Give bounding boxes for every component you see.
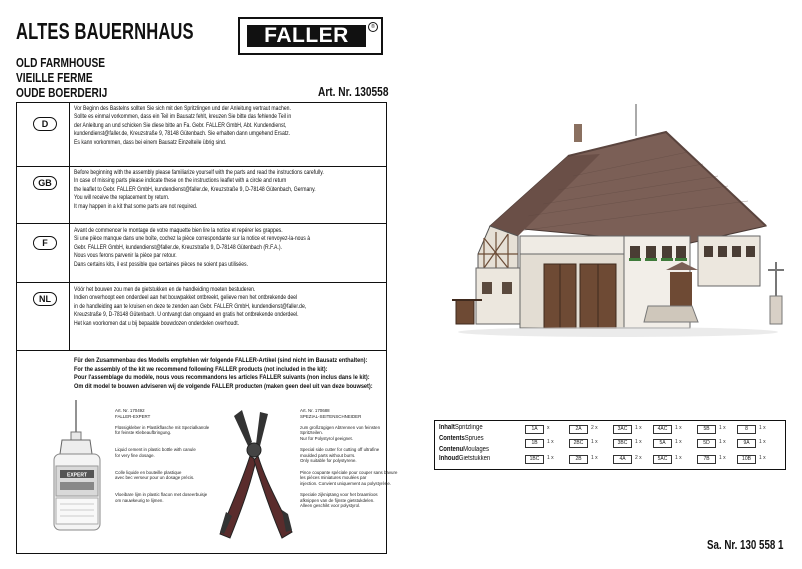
text-line: Vóór het bouwen zou men de gietstukken en de handleiding moeten bestuderen. [74,286,256,293]
text-line: Indien onverhoopt een onderdeel aan het bouwpakket ontbreekt, gelieve men het ontbrekende deel [74,294,298,302]
text-line: Before beginning with the assembly please familiarize yourself with the parts and read the instructions carefully. [74,169,324,176]
frame-lang-divider [69,102,70,350]
text-line: les pièces miniatures moulées par [300,475,367,481]
frame-top [16,102,387,103]
sprue-quantity: 1 x [591,439,598,445]
sprue-quantity: 1 x [675,425,682,431]
text-line: Es kann vorkommen, dass bei einem Bausatz Einzelteile übrig sind. [74,138,227,146]
farmhouse-model-photo [448,86,793,344]
text-line: Colle liquide en bouteille plastique [115,469,182,475]
frame-mid [16,350,387,351]
recommended-tools-intro [74,357,373,391]
text-line: Si une pièce manque dans une boîte, cochez la pièce correspondante sur la notice et renvoyez-la-nous à [74,235,311,243]
text-line: Nous vous ferons parvenir la pièce par retour. [74,252,177,260]
text-line: Only suitable for polystyrene. [300,458,357,464]
sprue-quantity: 1 x [719,425,726,431]
text-line: Art. Nr. 170688 [300,408,330,413]
sprue-id-cell: 2B [569,455,588,464]
text-line: für feinste Klebeaufbringung. [115,430,172,436]
text-line: avec bec verseur pour un dosage précis. [115,475,195,481]
sprue-quantity: 1 x [547,439,554,445]
table-label: InhaltSpritzlinge [439,424,483,431]
sprue-id-cell: 10B [737,455,756,464]
text-line: zum großzügigen Abtrennen von feinsten [300,424,381,430]
frame-bottom [16,553,387,554]
text-line: Kreuzstraße 9, D-78148 Gütenbach. U ontvangt dan omgaand en gratis het ontbrekende onderdeel. [74,311,299,319]
table-label: ContenuMoulages [439,446,489,453]
sprue-id-cell: 2BC [569,439,588,448]
sprue-quantity: 1 x [635,425,642,431]
table-label: InhoudGietstukken [439,455,491,462]
sprue-quantity: 1 x [759,455,766,461]
sprue-id-cell: 4AC [653,425,672,434]
sprue-id-cell: 5AC [653,455,672,464]
sprue-id-cell: 5D [697,439,716,448]
text-line: der Anleitung an und schicken Sie diese bitte an Fa. Gebr. FALLER GmbH, Abt. Kundendienst, [74,121,287,129]
side-cutter-pliers [212,402,298,544]
sprue-quantity: 1 x [591,455,598,461]
article-number: Art. Nr. 130558 [318,84,389,99]
frame-left [16,102,17,553]
sprue-id-cell: 5A [653,439,672,448]
text-line: Für den Zusammenbau des Modells empfehlen wir folgende FALLER-Artikel (sind nicht im Bausatz enthalten): [74,357,368,364]
text-line: in de handleiding aan te kruisen en deze te zenden aan Gebr. FALLER GmbH, kundendienst@faller.de, [74,302,307,310]
title-french: VIEILLE FERME [16,70,93,85]
sprue-id-cell: 1B [525,439,544,448]
sprue-id-cell: 9A [737,439,756,448]
text-line: Het kan voorkomen dat u bij bepaalde bouwdozen onderdelen overhoudt. [74,319,240,327]
language-badge-fr: F [33,236,57,250]
faller-logo [238,17,383,55]
text-line: Liquid cement in plastic bottle with canule [115,447,196,453]
text-line: Sollte es einmal vorkommen, dass ein Teil im Bausatz fehlt, kreuzen Sie bitte das fehlende Teil in [74,113,292,121]
lang-separator [16,223,387,224]
language-badge-de: D [33,117,57,131]
text-line: Nur für Polystyrol geeignet. [300,435,353,441]
sprue-contents-table [434,420,786,470]
instructions-nl [74,286,306,328]
sprue-quantity: 1 x [719,455,726,461]
text-line: for very fine dosage. [115,452,155,458]
sprue-id-cell: 2A [569,425,588,434]
sprue-quantity: 2 x [635,455,642,461]
text-line: Spritzteilen. [300,430,323,436]
table-label: ContentsSprues [439,435,484,442]
language-badge-nl: NL [33,292,57,306]
sprue-quantity: 1 x [675,439,682,445]
text-line: Speciale zijkniptang voor het braamloos [300,491,378,497]
text-line: Gebr. FALLER GmbH, kundendienst@faller.de, Kreuzstraße 9, D-78148 Gütenbach (R.F.A.). [74,243,282,251]
sprue-id-cell: 4A [613,455,632,464]
instructions-de [74,105,291,147]
instructions-gb [74,169,324,211]
sprue-id-cell: 3BC [613,439,632,448]
text-line: the leaflet to Gebr. FALLER GmbH, kundendienst@faller.de, Kreuzstraße 9, D-78148 Gütenbach, Germany. [74,185,316,193]
sprue-quantity: 1 x [547,455,554,461]
text-line: moulded parts without burrs. [300,452,356,458]
text-line: Pince coupante spéciale pour couper sans bavure [300,469,398,475]
text-line: FALLER-EXPERT [115,413,151,419]
text-line: For the assembly of the kit we recommend following FALLER products (not included in the kit): [74,365,328,373]
product-description-cutter [300,408,397,509]
text-line: Vloeibare lijm in plastic flacon met doseerbuisje [115,491,208,497]
instructions-fr [74,227,310,269]
sprue-id-cell: 5B [697,425,716,434]
sprue-id-cell: 7B [697,455,716,464]
text-line: You will receive the replacement by return. [74,194,170,202]
lang-separator [16,166,387,167]
text-line: Pour l'assemblage du modèle, nous vous recommandons les articles FALLER suivants (non inclus dans le kit): [74,374,370,381]
registered-mark: ® [368,22,378,32]
sprue-id-cell: 3AC [613,425,632,434]
text-line: Alleen geschikt voor polystyrol. [300,503,361,509]
sprue-quantity: 2 x [591,425,598,431]
text-line: kundendienst@faller.de, Kreuzstraße 9, 78148 Gütenbach. Sie erhalten dann umgehend Ersatz. [74,130,291,138]
language-badge-gb: GB [33,176,57,190]
product-description-expert [115,408,209,503]
title-dutch: OUDE BOERDERIJ [16,85,108,100]
text-line: SPEZIAL-SEITENSCHNEIDER [300,413,362,419]
expert-glue-bottle [26,398,114,538]
sprue-quantity: 1 x [759,439,766,445]
text-line: In case of missing parts please indicate these on the instructions leaflet with a circle and return [74,177,287,185]
sprue-quantity: 1 x [635,439,642,445]
text-line: Art. Nr. 170492 [115,408,145,413]
text-line: afknippen van de fijnste gietstukdelen. [300,497,375,503]
sprue-quantity: 1 x [719,439,726,445]
bottle-label: EXPERT [66,472,88,479]
text-line: injection. Convient uniquement au polystyrène. [300,480,392,486]
text-line: Om dit model te bouwen adviseren wij de volgende FALLER producten (maken geen deel uit van deze bouwset): [74,382,373,390]
sa-number: Sa. Nr. 130 558 1 [707,537,784,552]
sprue-quantity: 1 x [759,425,766,431]
main-title: ALTES BAUERNHAUS [16,18,194,44]
sprue-id-cell: 1A [525,425,544,434]
logo-text: FALLER [264,24,349,47]
text-line: Dans certains kits, il est possible que certaines pièces ne soient pas utilisées. [74,260,249,268]
text-line: Flüssigkleber in Plastikflasche mit Spezialkanüle [115,424,210,430]
sprue-quantity: x [547,425,550,431]
text-line: It may happen in a kit that some parts are not required. [74,202,198,210]
text-line: om nauwkeurig te lijmen. [115,497,164,503]
lang-separator [16,282,387,283]
title-english: OLD FARMHOUSE [16,55,106,70]
text-line: Vor Beginn des Bastelns sollten Sie sich mit den Spritzlingen und der Anleitung vertraut machen. [74,105,291,112]
sprue-id-cell: 1BC [525,455,544,464]
sprue-quantity: 1 x [675,455,682,461]
text-line: Avant de commencer le montage de votre maquette bien lire la notice et repérer les grappes. [74,227,283,234]
text-line: Special side cutter for cutting off ultrafine [300,447,380,453]
sprue-id-cell: 8 [737,425,756,434]
